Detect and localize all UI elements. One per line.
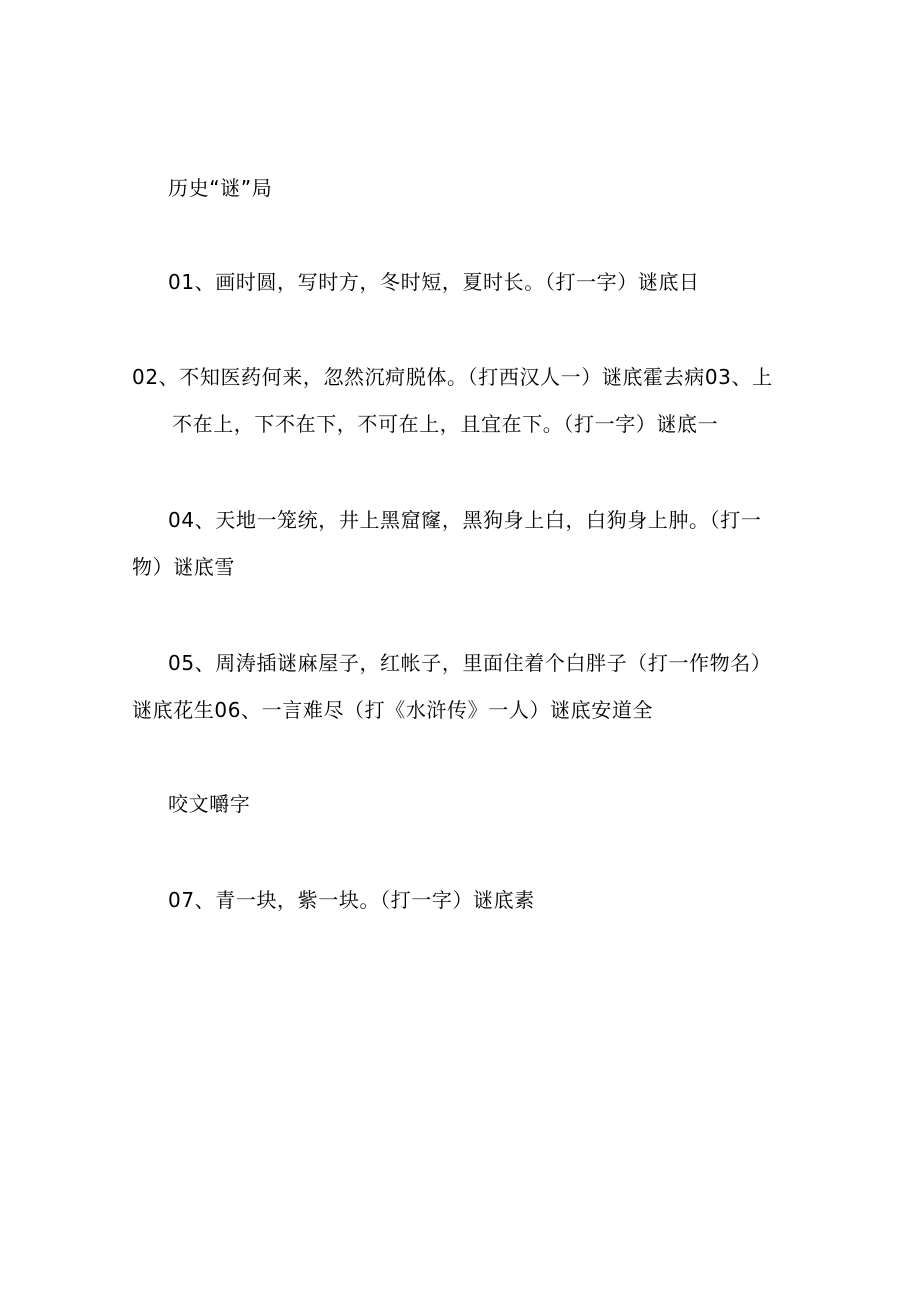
riddle-05-answer-and-06: 谜底花生06、一言难尽（打《水浒传》一人）谜底安道全 — [132, 698, 654, 722]
riddle-02-and-03-start: 02、不知医药何来，忽然沉疴脱体。（打西汉人一）谜底霍去病03、上 — [132, 365, 773, 389]
section-heading-history-riddles: 历史“谜”局 — [168, 176, 273, 200]
riddle-04-answer: 物）谜底雪 — [132, 555, 235, 579]
riddle-03-continued: 不在上，下不在下，不可在上，且宜在下。（打一字）谜底一 — [172, 412, 719, 436]
riddle-05: 05、周涛插谜麻屋子，红帐子，里面住着个白胖子（打一作物名） — [168, 651, 772, 675]
riddle-01: 01、画时圆，写时方，冬时短，夏时长。（打一字）谜底日 — [168, 270, 700, 294]
section-heading-wordplay: 咬文嚼字 — [168, 792, 251, 816]
riddle-04: 04、天地一笼统，井上黑窟窿，黑狗身上白，白狗身上肿。（打一 — [168, 508, 762, 532]
riddle-07: 07、青一块，紫一块。（打一字）谜底素 — [168, 888, 535, 912]
